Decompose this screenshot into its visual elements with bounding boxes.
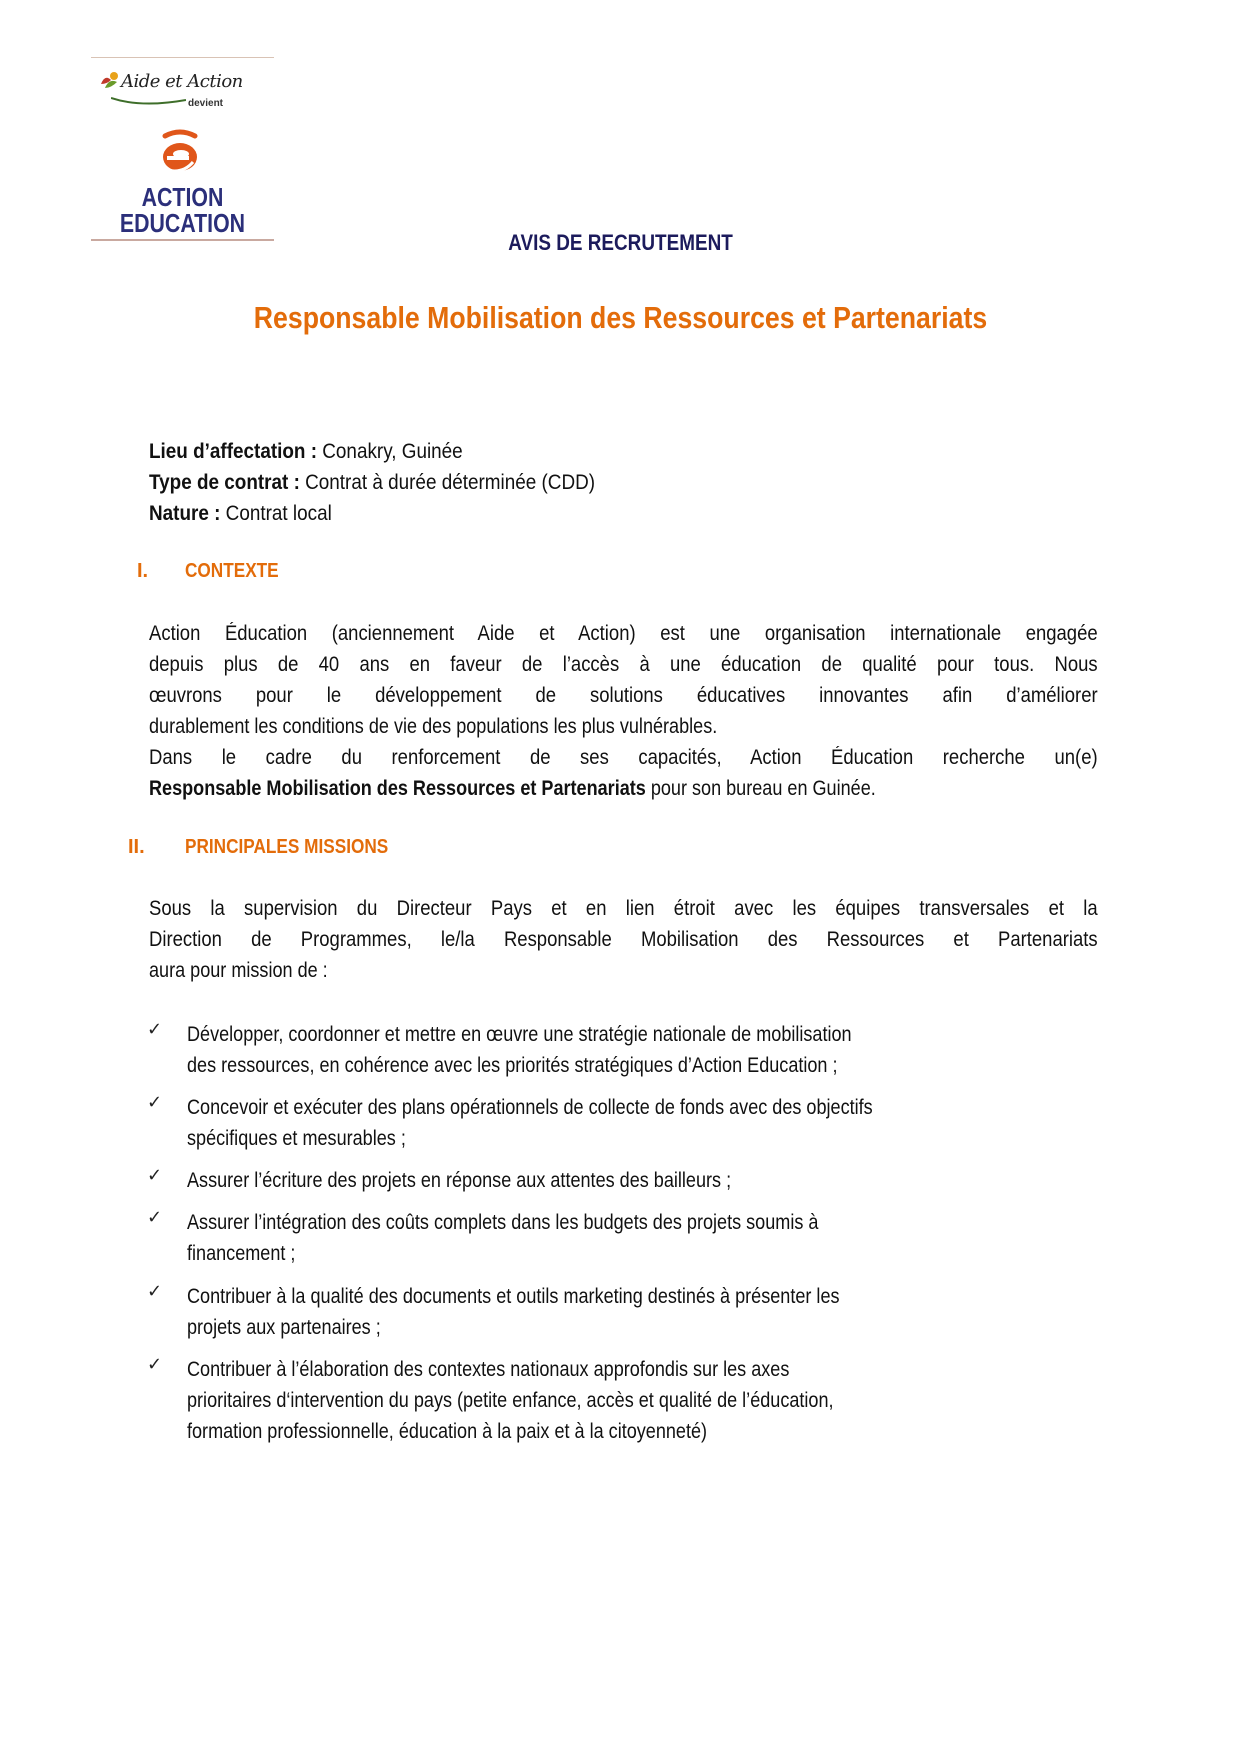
context-paragraph	[149, 618, 1098, 804]
mission-line: Concevoir et exécuter des plans opérationnels de collecte de fonds avec des objectifs	[187, 1096, 873, 1119]
mission-item	[147, 1207, 1098, 1269]
logo-action-text: ACTION	[141, 182, 224, 212]
checkmark-icon: ✓	[147, 1354, 163, 1374]
mission-line: prioritaires d‘intervention du pays (petite enfance, accès et qualité de l’éducation,	[187, 1389, 834, 1412]
paragraph-line: œuvrons pour le développement de solutions éducatives innovantes afin d’améliorer	[149, 684, 1098, 707]
info-label: Lieu d’affectation :	[149, 440, 318, 463]
mission-line: spécifiques et mesurables ;	[187, 1127, 406, 1150]
info-value: Contrat local	[220, 502, 332, 525]
logo-devient-text: devient	[188, 98, 224, 109]
paragraph-line: durablement les conditions de vie des populations les plus vulnérables.	[149, 715, 718, 738]
job-title-inline: Responsable Mobilisation des Ressources et Partenariats	[149, 777, 646, 800]
mission-line: projets aux partenaires ;	[187, 1316, 381, 1339]
mission-item	[147, 1354, 1098, 1447]
mission-item	[147, 1281, 1098, 1343]
mission-line: Assurer l’intégration des coûts complets dans les budgets des projets soumis à	[187, 1211, 819, 1234]
mission-line: Contribuer à la qualité des documents et outils marketing destinés à présenter les	[187, 1285, 840, 1308]
paragraph-line: Sous la supervision du Directeur Pays et en lien étroit avec les équipes transversales et la	[149, 897, 1098, 920]
organization-logo	[91, 57, 274, 241]
info-value: Conakry, Guinée	[317, 440, 463, 463]
section-heading-missions: PRINCIPALES MISSIONS	[185, 836, 389, 858]
info-label: Nature :	[149, 502, 221, 525]
mission-line: formation professionnelle, éducation à la paix et à la citoyenneté)	[187, 1420, 708, 1443]
mission-line: Contribuer à l’élaboration des contextes nationaux approfondis sur les axes	[187, 1358, 790, 1381]
info-location	[149, 436, 595, 467]
checkmark-icon: ✓	[147, 1207, 163, 1227]
paragraph-text: pour son bureau en Guinée.	[645, 777, 876, 800]
checkmark-icon: ✓	[147, 1019, 163, 1039]
paragraph-line: Direction de Programmes, le/la Responsable Mobilisation des Ressources et Partenariats	[149, 928, 1098, 951]
logo-aide-et-action-text: Aide et Action	[121, 71, 243, 92]
paragraph-line: Dans le cadre du renforcement de ses capacités, Action Éducation recherche un(e)	[149, 746, 1098, 769]
section-heading-contexte: CONTEXTE	[185, 560, 279, 582]
logo-education-text: EDUCATION	[119, 208, 246, 238]
mission-line: financement ;	[187, 1242, 296, 1265]
section-number: I.	[137, 560, 149, 582]
paragraph-line: Action Éducation (anciennement Aide et Action) est une organisation internationale engagée	[149, 622, 1098, 645]
checkmark-icon: ✓	[147, 1281, 163, 1301]
checkmark-icon: ✓	[147, 1092, 163, 1112]
paragraph-line: aura pour mission de :	[149, 959, 328, 982]
job-title: Responsable Mobilisation des Ressources et Partenariats	[253, 300, 988, 335]
mission-item	[147, 1092, 1098, 1154]
info-value: Contrat à durée déterminée (CDD)	[299, 471, 596, 494]
info-label: Type de contrat :	[149, 471, 300, 494]
info-contract-type	[149, 467, 595, 498]
section-number: II.	[128, 836, 145, 858]
checkmark-icon: ✓	[147, 1165, 163, 1185]
info-nature	[149, 498, 595, 529]
paragraph-line: depuis plus de 40 ans en faveur de l’accès à une éducation de qualité pour tous. Nous	[149, 653, 1098, 676]
action-education-e-icon	[153, 126, 207, 180]
paragraph-line-final	[149, 773, 965, 804]
leaf-mascot-icon	[99, 70, 121, 94]
mission-line: Développer, coordonner et mettre en œuvre une stratégie nationale de mobilisation	[187, 1023, 852, 1046]
missions-intro-paragraph	[149, 893, 1098, 986]
swoosh-icon	[111, 94, 186, 106]
mission-item	[147, 1019, 1098, 1081]
job-info-block	[149, 436, 645, 529]
notice-label: AVIS DE RECRUTEMENT	[508, 230, 733, 255]
mission-line: des ressources, en cohérence avec les priorités stratégiques d’Action Education ;	[187, 1054, 838, 1077]
mission-line: Assurer l’écriture des projets en réponse aux attentes des bailleurs ;	[187, 1169, 732, 1192]
mission-item	[147, 1165, 1098, 1196]
